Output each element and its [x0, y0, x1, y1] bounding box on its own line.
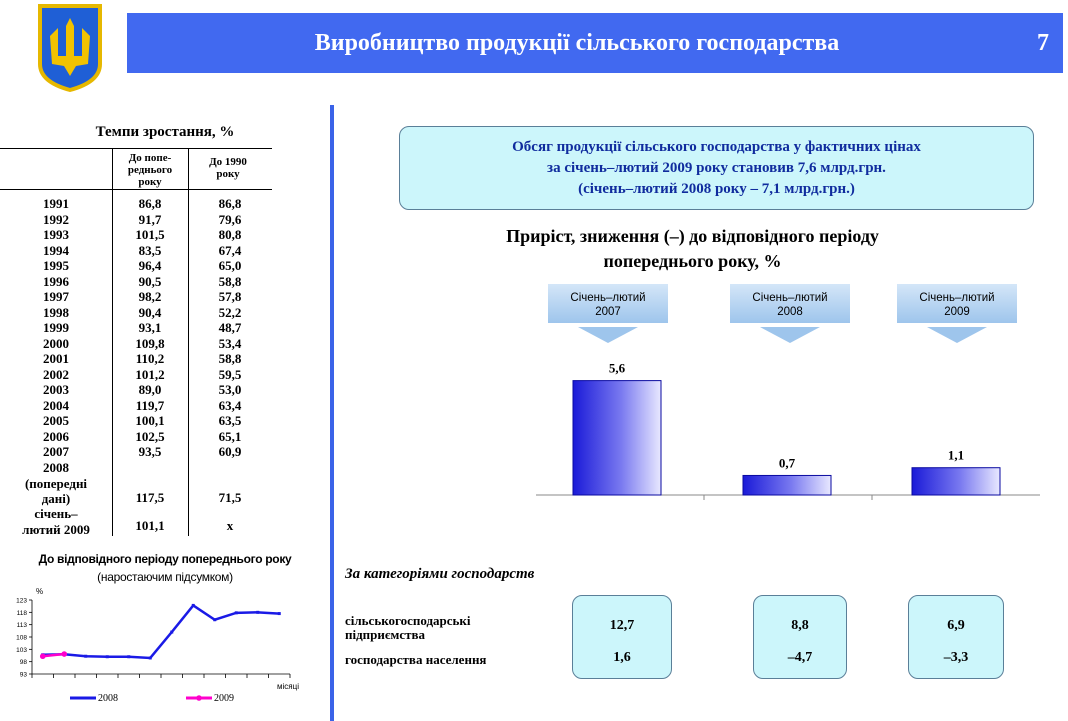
column-header-prev-year: [114, 152, 186, 188]
summary-box: [399, 126, 1034, 210]
legend-label-2009: 2009: [214, 693, 234, 704]
table-row: [0, 429, 272, 445]
row-year: 1995: [43, 258, 69, 273]
category-label: Січень–лютий: [752, 292, 828, 304]
y-tick-label: 98: [19, 659, 27, 667]
table-row: [0, 243, 272, 259]
category-label-line: сільськогосподарські: [345, 613, 471, 628]
table-cell-jan-base: х: [226, 518, 234, 533]
series-point-2009: [40, 653, 46, 659]
series-point-2008: [84, 655, 87, 658]
bar-chart-title-line: попереднього року, %: [603, 251, 782, 271]
category-label-households: господарства населення: [345, 652, 487, 667]
row-year: 1993: [43, 227, 69, 242]
y-tick-label: 93: [19, 671, 27, 679]
table-row: [0, 258, 272, 274]
table-row: [0, 320, 272, 336]
row-year: 2000: [43, 335, 69, 351]
row-year: 1992: [43, 211, 69, 227]
row-year: 1991: [43, 196, 69, 211]
legend-marker-2009: [196, 695, 202, 701]
row-base-value: 48,7: [218, 320, 242, 335]
table-cell-jan-prev: 101,1: [135, 518, 165, 533]
table-header-rule: [0, 189, 272, 190]
row-base-value: 67,4: [218, 242, 242, 258]
row-prev-value: 93,1: [138, 320, 162, 335]
row-base-value: 53,4: [218, 335, 242, 351]
table-row: [0, 227, 272, 243]
down-arrow-icon: [578, 327, 638, 343]
header-bar: [127, 13, 1063, 73]
row-year: 2005: [43, 413, 69, 428]
column-header-1990: [190, 156, 266, 180]
row-base-value: 53,0: [218, 382, 242, 397]
page-number: 7: [1037, 29, 1049, 56]
value-households: –4,7: [787, 650, 813, 665]
bar-value-label: 1,1: [947, 447, 965, 463]
row-base-value: 65,1: [218, 428, 242, 444]
row-prev-value: 109,8: [135, 335, 165, 351]
row-prev-value: 100,1: [135, 413, 165, 428]
down-arrow-icon: [760, 327, 820, 343]
row-prev-value: 101,5: [135, 227, 165, 242]
row-prev-value: 89,0: [138, 382, 162, 397]
table-cell-2008-prev: 117,5: [135, 490, 165, 505]
row-year: 2001: [43, 351, 69, 366]
row-base-value: 58,8: [218, 351, 242, 366]
series-point-2008: [149, 656, 152, 659]
line-chart-unit: %: [36, 587, 44, 596]
page-title: Виробництво продукції сільського господарства: [314, 29, 840, 56]
row-prev-value: 86,8: [138, 196, 162, 211]
table-row: [0, 413, 272, 429]
y-tick-label: 123: [16, 597, 27, 605]
row-label-line: лютий 2009: [22, 521, 90, 537]
value-enterprises: 12,7: [609, 618, 635, 633]
row-prev-value: 110,2: [135, 351, 165, 366]
table-row-2008-label: [0, 460, 112, 507]
ukraine-coat-of-arms-icon: [38, 4, 102, 92]
bar-value-label: 5,6: [608, 360, 626, 376]
row-year: 2003: [43, 382, 69, 397]
value-households: –3,3: [943, 650, 969, 665]
row-prev-value: 98,2: [138, 289, 162, 304]
row-prev-value: 93,5: [138, 444, 162, 459]
y-tick-label: 108: [16, 634, 27, 642]
legend-label-2008: 2008: [98, 693, 118, 704]
row-year: 1994: [43, 242, 69, 258]
bar-Січень–лютий 2008: [743, 475, 831, 495]
column-header-line: До 1990: [209, 156, 247, 168]
row-base-value: 80,8: [218, 227, 242, 242]
bar-chart-title-line: Приріст, зниження (–) до відповідного періоду: [506, 226, 879, 246]
row-prev-value: 90,4: [138, 304, 162, 320]
table-row: [0, 444, 272, 460]
row-year: 2002: [43, 366, 69, 382]
bar-Січень–лютий 2007: [573, 381, 661, 495]
row-prev-value: 102,5: [135, 428, 165, 444]
row-prev-value: 83,5: [138, 242, 162, 258]
category-value-box: [572, 595, 672, 679]
row-base-value: 79,6: [218, 211, 242, 227]
row-year: 1998: [43, 304, 69, 320]
table-row: [0, 398, 272, 414]
series-point-2008: [278, 612, 281, 615]
value-enterprises: 8,8: [791, 618, 809, 633]
row-base-value: 58,8: [218, 273, 242, 289]
series-point-2008: [106, 655, 109, 658]
table-row: [0, 274, 272, 290]
down-arrow-icon: [927, 327, 987, 343]
row-prev-value: 101,2: [135, 366, 165, 382]
y-tick-label: 103: [16, 646, 27, 654]
table-row: [0, 382, 272, 398]
row-label-line: січень–: [34, 506, 78, 521]
category-label-line: підприємства: [345, 627, 426, 642]
row-base-value: 63,5: [218, 413, 242, 428]
y-tick-label: 113: [16, 622, 27, 630]
table-body: [0, 196, 272, 460]
row-year: 2004: [43, 397, 69, 413]
series-point-2008: [213, 618, 216, 621]
table-row: [0, 351, 272, 367]
column-header-line: року: [216, 168, 240, 180]
bar-value-label: 0,7: [778, 455, 796, 471]
category-value-box: [908, 595, 1004, 679]
row-base-value: 59,5: [218, 366, 242, 382]
row-year: 2007: [43, 444, 69, 459]
category-label: Січень–лютий: [570, 292, 646, 304]
category-value-box: [753, 595, 847, 679]
category-label: 2008: [777, 306, 803, 318]
row-year: 1996: [43, 273, 69, 289]
bar-chart-title: [400, 224, 985, 274]
summary-line: Обсяг продукції сільського господарства у фактичних цінах: [512, 139, 921, 155]
value-households: 1,6: [613, 650, 631, 665]
row-label-line: 2008: [43, 460, 69, 475]
line-chart-subtitle: (наростаючим підсумком): [97, 570, 233, 584]
categories-title: За категоріями господарств: [345, 566, 535, 582]
series-point-2008: [170, 631, 173, 634]
table-title: Темпи зростання, %: [95, 124, 235, 140]
table-row: [0, 367, 272, 383]
table-row: [0, 336, 272, 352]
table-row: [0, 289, 272, 305]
table-row: [0, 305, 272, 321]
row-year: 1997: [43, 289, 69, 304]
category-label: Січень–лютий: [919, 292, 995, 304]
line-chart-x-label: місяці: [277, 682, 299, 691]
bar-Січень–лютий 2009: [912, 468, 1000, 495]
bar-chart: [520, 275, 1060, 510]
series-point-2008: [192, 604, 195, 607]
series-point-2008: [127, 655, 130, 658]
row-prev-value: 91,7: [138, 211, 162, 227]
row-base-value: 86,8: [218, 196, 242, 211]
series-point-2008: [256, 611, 259, 614]
row-prev-value: 96,4: [138, 258, 162, 273]
series-point-2008: [235, 611, 238, 614]
category-label: 2009: [944, 306, 970, 318]
row-base-value: 63,4: [218, 397, 242, 413]
summary-line: за січень–лютий 2009 року становив 7,6 млрд.грн.: [547, 160, 886, 176]
column-header-line: реднього: [127, 164, 173, 176]
vertical-divider: [330, 105, 334, 721]
table-top-rule: [0, 148, 272, 149]
row-year: 2006: [43, 428, 69, 444]
row-label-line: дані): [41, 491, 71, 506]
row-base-value: 57,8: [218, 289, 242, 304]
series-line-2008: [43, 605, 280, 658]
value-enterprises: 6,9: [947, 618, 965, 633]
table-row-jan-feb-label: [0, 506, 112, 537]
table-row: [0, 196, 272, 212]
line-chart-title: До відповідного періоду попереднього року: [38, 552, 292, 566]
summary-line: (січень–лютий 2008 року – 7,1 млрд.грн.): [578, 181, 855, 197]
row-prev-value: 90,5: [138, 273, 162, 289]
y-tick-label: 118: [16, 609, 27, 617]
row-label-line: (попередні: [24, 475, 88, 491]
column-header-line: року: [138, 176, 162, 188]
line-chart: [0, 580, 330, 721]
row-base-value: 60,9: [218, 444, 242, 459]
category-label-enterprises: [345, 614, 545, 642]
table-cell-2008-base: 71,5: [218, 490, 242, 505]
row-year: 1999: [43, 320, 69, 335]
column-header-line: До попе-: [128, 152, 172, 164]
table-row: [0, 212, 272, 228]
row-base-value: 52,2: [218, 304, 242, 320]
row-prev-value: 119,7: [135, 397, 165, 413]
category-label: 2007: [595, 306, 621, 318]
series-point-2009: [61, 651, 67, 657]
row-base-value: 65,0: [218, 258, 242, 273]
